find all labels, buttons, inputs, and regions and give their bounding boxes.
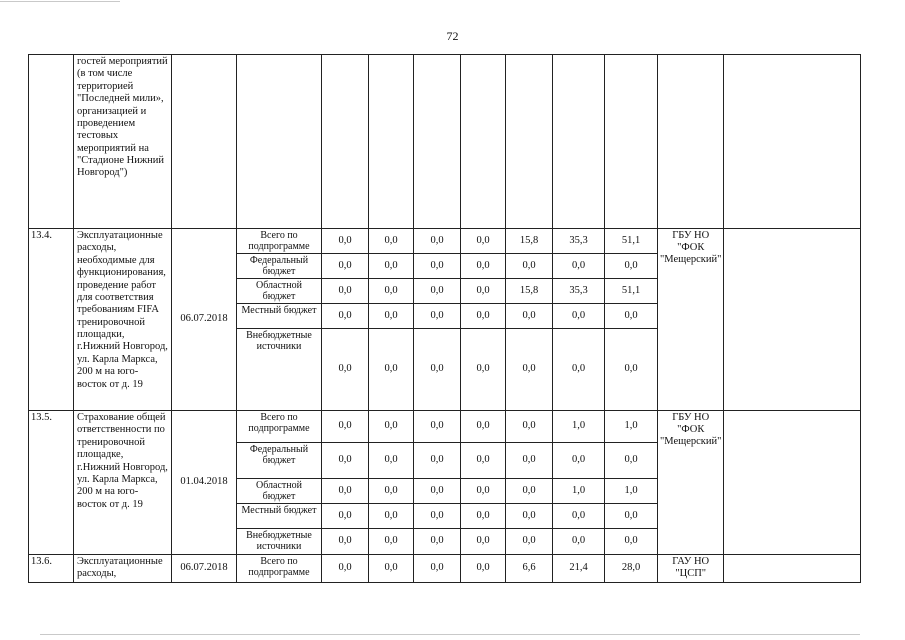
amount-cell [605,55,658,229]
funding-source: Всего по подпрограмме [237,555,322,583]
funding-source: Федеральный бюджет [237,254,322,279]
funding-source: Федеральный бюджет [237,443,322,479]
item-description: гостей мероприятий (в том числе территорией "Последней мили», организацией и проведением тестовых мероприятий на "Стадионе Нижний Новгород") [74,55,172,229]
amount-cell: 0,0 [369,504,414,529]
amount-cell: 0,0 [369,411,414,443]
amount-cell: 0,0 [414,529,461,555]
amount-cell: 0,0 [461,254,506,279]
funding-source: Всего по подпрограмме [237,229,322,254]
amount-cell: 0,0 [605,304,658,329]
amount-cell [553,55,605,229]
amount-cell: 0,0 [414,504,461,529]
amount-cell: 0,0 [322,329,369,411]
amount-cell: 0,0 [506,411,553,443]
amount-cell: 0,0 [461,529,506,555]
amount-cell [506,55,553,229]
funding-source: Областной бюджет [237,479,322,504]
amount-cell: 0,0 [414,479,461,504]
amount-cell: 6,6 [506,555,553,583]
amount-cell: 0,0 [322,411,369,443]
amount-cell: 1,0 [605,479,658,504]
amount-cell: 0,0 [605,254,658,279]
item-index: 13.5. [29,411,74,555]
item-date [172,55,237,229]
amount-cell: 0,0 [553,254,605,279]
item-index: 13.6. [29,555,74,583]
amount-cell: 1,0 [605,411,658,443]
amount-cell: 0,0 [461,279,506,304]
amount-cell: 0,0 [414,329,461,411]
amount-cell: 0,0 [506,254,553,279]
amount-cell: 0,0 [506,529,553,555]
item-description: Эксплуатационные расходы, необходимые для функционирования, проведение работ для соответствия требованиям FIFA тренировочной площадки, г.Нижний Новгород, ул. Карла Маркса, 200 м на юго-восток от д. 19 [74,229,172,411]
amount-cell: 0,0 [506,479,553,504]
amount-cell: 0,0 [414,411,461,443]
amount-cell: 0,0 [553,329,605,411]
amount-cell: 1,0 [553,411,605,443]
notes-cell [724,411,861,555]
funding-source: Всего по подпрограмме [237,411,322,443]
item-date: 01.04.2018 [172,411,237,555]
amount-cell: 0,0 [506,304,553,329]
amount-cell: 35,3 [553,279,605,304]
amount-cell: 0,0 [369,329,414,411]
funding-source: Областной бюджет [237,279,322,304]
amount-cell: 0,0 [414,304,461,329]
amount-cell: 1,0 [553,479,605,504]
amount-cell: 0,0 [461,555,506,583]
amount-cell: 0,0 [369,229,414,254]
amount-cell: 35,3 [553,229,605,254]
amount-cell [414,55,461,229]
amount-cell: 0,0 [461,443,506,479]
item-index: 13.4. [29,229,74,411]
amount-cell: 0,0 [553,529,605,555]
budget-table [28,54,861,583]
funding-source: Местный бюджет [237,504,322,529]
bottom-edge-line [40,634,860,635]
amount-cell: 0,0 [414,279,461,304]
notes-cell [724,229,861,411]
amount-cell: 0,0 [506,443,553,479]
funding-source: Внебюджетные источники [237,529,322,555]
amount-cell: 0,0 [461,479,506,504]
amount-cell: 51,1 [605,229,658,254]
table-body [29,55,861,583]
item-date: 06.07.2018 [172,229,237,411]
amount-cell: 0,0 [461,304,506,329]
amount-cell: 0,0 [553,443,605,479]
amount-cell: 28,0 [605,555,658,583]
amount-cell: 0,0 [322,529,369,555]
amount-cell: 0,0 [322,254,369,279]
amount-cell: 0,0 [369,279,414,304]
responsible-organization: ГАУ НО "ЦСП" [658,555,724,583]
amount-cell: 0,0 [605,529,658,555]
amount-cell: 0,0 [369,254,414,279]
amount-cell: 0,0 [414,555,461,583]
amount-cell: 0,0 [414,229,461,254]
amount-cell: 0,0 [322,304,369,329]
amount-cell: 0,0 [369,304,414,329]
amount-cell: 0,0 [461,329,506,411]
amount-cell: 0,0 [414,254,461,279]
amount-cell: 0,0 [369,479,414,504]
table-row [29,555,861,583]
amount-cell [369,55,414,229]
amount-cell: 0,0 [553,304,605,329]
responsible-organization [658,55,724,229]
amount-cell: 0,0 [322,479,369,504]
amount-cell: 0,0 [322,555,369,583]
funding-source [237,55,322,229]
table-row [29,411,861,443]
notes-cell [724,555,861,583]
amount-cell: 0,0 [506,329,553,411]
table-row [29,55,861,229]
amount-cell: 0,0 [322,504,369,529]
funding-source: Местный бюджет [237,304,322,329]
amount-cell: 0,0 [461,229,506,254]
amount-cell: 0,0 [605,504,658,529]
amount-cell [461,55,506,229]
notes-cell [724,55,861,229]
amount-cell: 0,0 [369,555,414,583]
amount-cell: 0,0 [461,504,506,529]
amount-cell: 0,0 [369,529,414,555]
page-number: 72 [446,29,459,43]
item-date: 06.07.2018 [172,555,237,583]
amount-cell: 21,4 [553,555,605,583]
amount-cell: 0,0 [322,279,369,304]
amount-cell: 0,0 [506,504,553,529]
item-index [29,55,74,229]
funding-source: Внебюджетные источники [237,329,322,411]
item-description: Эксплуатационные расходы, [74,555,172,583]
amount-cell: 0,0 [461,411,506,443]
amount-cell [322,55,369,229]
amount-cell: 0,0 [605,329,658,411]
top-edge-line [0,1,120,2]
amount-cell: 0,0 [322,229,369,254]
responsible-organization: ГБУ НО "ФОК "Мещерский" [658,229,724,411]
amount-cell: 0,0 [553,504,605,529]
amount-cell: 15,8 [506,279,553,304]
item-description: Страхование общей ответственности по тренировочной площадке, г.Нижний Новгород, ул. Карла Маркса, 200 м на юго-восток от д. 19 [74,411,172,555]
amount-cell: 0,0 [369,443,414,479]
amount-cell: 51,1 [605,279,658,304]
amount-cell: 0,0 [414,443,461,479]
amount-cell: 0,0 [605,443,658,479]
table-row [29,229,861,254]
amount-cell: 15,8 [506,229,553,254]
responsible-organization: ГБУ НО "ФОК "Мещерский" [658,411,724,555]
amount-cell: 0,0 [322,443,369,479]
